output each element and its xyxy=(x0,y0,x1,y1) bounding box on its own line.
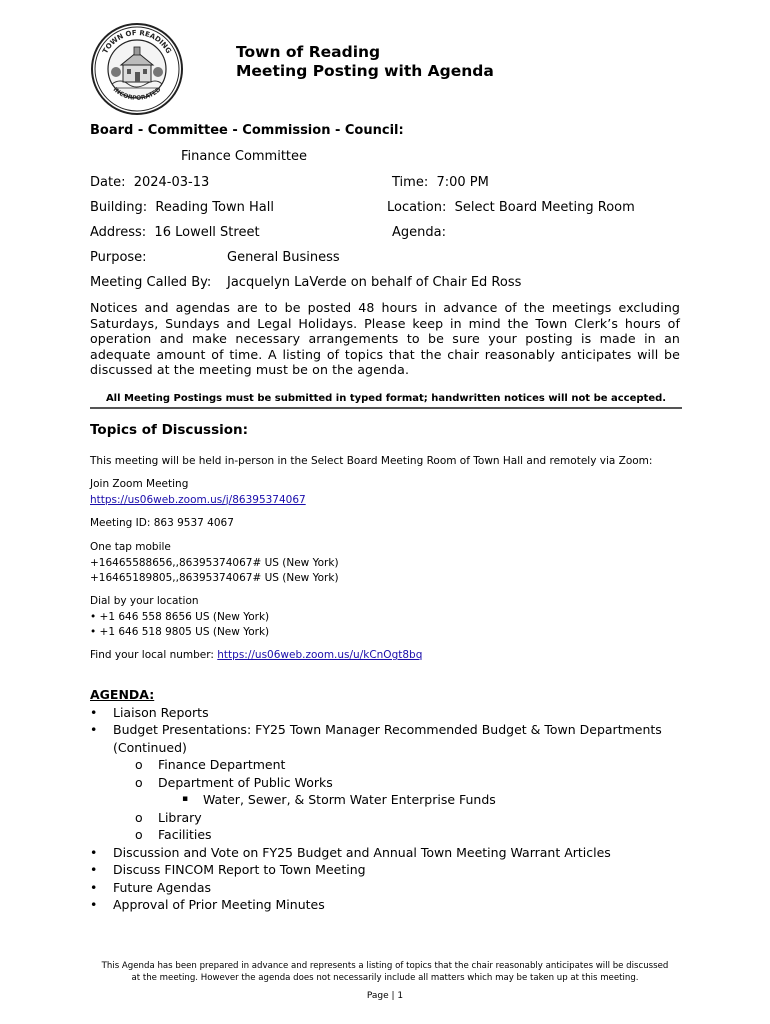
square-bullet-icon: ▪ xyxy=(182,794,189,804)
board-label: Board - Committee - Commission - Council: xyxy=(90,123,404,138)
time-label: Time: xyxy=(392,175,429,190)
title-line-1: Town of Reading xyxy=(236,43,381,61)
list-item: • Discuss FINCOM Report to Town Meeting xyxy=(90,862,366,877)
date-label: Date: xyxy=(90,175,126,190)
address-field xyxy=(90,225,260,240)
circle-bullet-icon: o xyxy=(135,809,143,825)
join-zoom-label: Join Zoom Meeting xyxy=(90,478,189,490)
building-field xyxy=(90,200,274,215)
list-item: • Budget Presentations: FY25 Town Manager Recommended Budget & Town Departments xyxy=(90,722,662,737)
called-by-value: Jacquelyn LaVerde on behalf of Chair Ed Ross xyxy=(227,275,522,290)
meeting-id: Meeting ID: 863 9537 4067 xyxy=(90,517,234,529)
dial-number: • +1 646 558 8656 US (New York) xyxy=(90,610,270,623)
date-value: 2024-03-13 xyxy=(133,175,210,190)
title-line-2: Meeting Posting with Agenda xyxy=(236,62,494,80)
footer-line-1: This Agenda has been prepared in advance and represents a listing of topics that the chair reasonably anticipates will be discussed xyxy=(101,961,669,971)
bullet-icon: • xyxy=(90,844,98,860)
typed-format-notice: All Meeting Postings must be submitted in typed format; handwritten notices will not be accepted. xyxy=(90,393,682,409)
svg-text:TOWN OF READING: TOWN OF READING xyxy=(101,28,173,55)
bullet-icon: • xyxy=(90,722,98,737)
local-number-link[interactable]: https://us06web.zoom.us/u/kCnOgt8bq xyxy=(217,649,423,661)
one-tap-label: One tap mobile xyxy=(90,541,171,553)
one-tap-number: +16465189805,,86395374067# US (New York) xyxy=(90,572,339,584)
location-value: Select Board Meeting Room xyxy=(454,200,635,215)
sub-sub-list-item: ▪ Water, Sewer, & Storm Water Enterprise Funds xyxy=(182,792,496,807)
list-item: • Discussion and Vote on FY25 Budget and Annual Town Meeting Warrant Articles xyxy=(90,844,611,860)
find-local-number xyxy=(90,648,422,664)
address-label: Address: xyxy=(90,225,147,240)
list-item: • Future Agendas xyxy=(90,879,211,895)
bullet-icon: • xyxy=(90,862,98,877)
location-label: Location: xyxy=(387,200,447,215)
agenda-section xyxy=(90,686,662,914)
building-label: Building: xyxy=(90,200,148,215)
one-tap-number: +16465588656,,86395374067# US (New York) xyxy=(90,556,339,569)
list-item: • Approval of Prior Meeting Minutes xyxy=(90,897,325,912)
page-title xyxy=(236,43,494,81)
svg-text:INCORPORATED: INCORPORATED xyxy=(111,86,163,102)
time-field xyxy=(392,175,489,190)
location-field xyxy=(387,200,635,215)
address-value: 16 Lowell Street xyxy=(154,225,260,240)
circle-bullet-icon: o xyxy=(135,827,143,842)
dial-label: Dial by your location xyxy=(90,595,199,607)
footer-line-2: at the meeting. However the agenda does not necessarily include all matters which may be taken up at this meeting. xyxy=(131,972,639,983)
agenda-label: Agenda: xyxy=(392,225,446,240)
purpose-label: Purpose: xyxy=(90,250,147,265)
board-value: Finance Committee xyxy=(181,149,308,164)
called-by-label: Meeting Called By: xyxy=(90,275,212,290)
dial-block xyxy=(90,594,269,641)
zoom-meeting-link[interactable]: https://us06web.zoom.us/j/86395374067 xyxy=(90,493,306,506)
dial-number: • +1 646 518 9805 US (New York) xyxy=(90,626,270,638)
bullet-icon: • xyxy=(90,897,98,912)
sub-list-item: o Facilities xyxy=(135,827,212,842)
time-value: 7:00 PM xyxy=(436,175,489,190)
topics-heading: Topics of Discussion: xyxy=(90,422,249,438)
circle-bullet-icon: o xyxy=(135,757,143,772)
circle-bullet-icon: o xyxy=(135,774,143,790)
footer-disclaimer xyxy=(90,961,680,984)
zoom-intro: This meeting will be held in-person in the Select Board Meeting Room of Town Hall and remotely via Zoom: xyxy=(90,455,653,467)
bullet-icon: • xyxy=(90,704,98,720)
page-number: Page | 1 xyxy=(366,991,404,1001)
town-seal-icon xyxy=(90,22,184,116)
agenda-heading: AGENDA: xyxy=(90,687,155,702)
join-zoom-block xyxy=(90,477,306,508)
posting-rules-paragraph: Notices and agendas are to be posted 48 hours in advance of the meetings excluding Saturdays, Sundays and Legal Holidays. Please keep in mind the Town Clerk’s hours of operation and make necessary arrangements to be sure your posting is made in an adequate amount of time. A listing of topics that the chair reasonably anticipates will be discussed at the meeting must be on the agenda. xyxy=(90,300,680,378)
building-value: Reading Town Hall xyxy=(155,200,274,215)
purpose-value: General Business xyxy=(227,250,340,265)
sub-list-item: o Finance Department xyxy=(135,757,286,772)
list-item: • Liaison Reports xyxy=(90,704,209,720)
find-local-label: Find your local number: xyxy=(90,649,214,661)
date-field xyxy=(90,175,209,190)
bullet-icon: • xyxy=(90,879,98,895)
sub-list-item: o Library xyxy=(135,809,202,825)
one-tap-block xyxy=(90,540,339,587)
list-item-continuation: (Continued) xyxy=(113,739,187,755)
sub-list-item: o Department of Public Works xyxy=(135,774,333,790)
